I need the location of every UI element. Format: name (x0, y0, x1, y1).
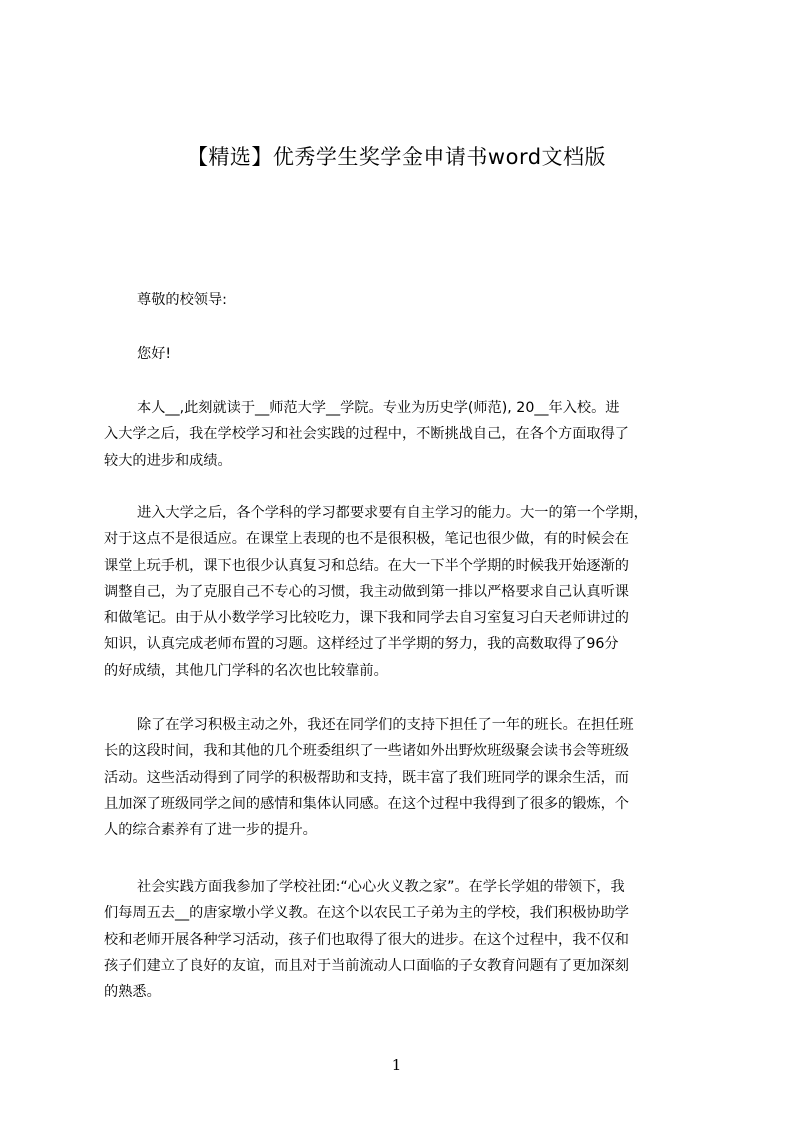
paragraph-line: 的熟悉。 (104, 984, 161, 1001)
paragraph-line: 们每周五去__的唐家墩小学义教。在这个以农民工子弟为主的学校，我们积极协助学 (104, 905, 629, 922)
paragraph-line: 长的这段时间，我和其他的几个班委组织了一些诸如外出野炊班级聚会读书会等班级 (104, 743, 629, 760)
paragraph-line: 较大的进步和成绩。 (104, 452, 232, 469)
paragraph-line: 校和老师开展各种学习活动，孩子们也取得了很大的进步。在这个过程中，我不仅和 (104, 931, 629, 948)
paragraph-2 (104, 500, 700, 684)
paragraph-line: 进入大学之后，各个学科的学习都要求要有自主学习的能力。大一的第一个学期， (137, 505, 648, 521)
paragraph-line: 调整自己，为了克服自己不专心的习惯，我主动做到第一排以严格要求自己认真听课 (104, 583, 629, 600)
paragraph-line: 活动。这些活动得到了同学的积极帮助和支持，既丰富了我们班同学的课余生活，而 (104, 769, 629, 786)
paragraph-4 (104, 874, 700, 1005)
paragraph-line: 本人__,此刻就读于__师范大学__学院。专业为历史学(师范), 20__年入校。进 (137, 400, 620, 416)
paragraph-line: 社会实践方面我参加了学校社团:“心心火义教之家”。在学长学姐的带领下，我 (137, 879, 625, 895)
paragraph-1 (104, 395, 700, 474)
document-title: 【精选】优秀学生奖学金申请书word文档版 (186, 145, 607, 169)
paragraph-line: 和做笔记。由于从小数学学习比较吃力，课下我和同学去自习室复习白天老师讲过的 (104, 610, 629, 627)
paragraph-line: 人的综合素养有了进一步的提升。 (104, 822, 317, 839)
greeting (104, 341, 700, 367)
paragraph-line: 的好成绩，其他几门学科的名次也比较靠前。 (104, 662, 388, 679)
paragraph-line: 除了在学习积极主动之外，我还在同学们的支持下担任了一年的班长。在担任班 (137, 717, 634, 733)
page-number: 1 (391, 1056, 402, 1074)
paragraph-line: 知识，认真完成老师布置的习题。这样经过了半学期的努力，我的高数取得了96分 (104, 636, 619, 653)
paragraph-line: 课堂上玩手机，课下也很少认真复习和总结。在大一下半个学期的时候我开始逐渐的 (104, 557, 629, 574)
paragraph-line: 对于这点不是很适应。在课堂上表现的也不是很积极，笔记也很少做，有的时候会在 (104, 531, 629, 548)
paragraph-line: 孩子们建立了良好的友谊，而且对于当前流动人口面临的子女教育问题有了更加深刻 (104, 957, 629, 974)
salutation-text: 尊敬的校领导: (137, 292, 227, 308)
paragraph-line: 入大学之后，我在学校学习和社会实践的过程中，不断挑战自己，在各个方面取得了 (104, 426, 629, 443)
greeting-text: 您好! (137, 346, 172, 362)
salutation (104, 287, 700, 313)
paragraph-3 (104, 712, 700, 843)
paragraph-line: 且加深了班级同学之间的感情和集体认同感。在这个过程中我得到了很多的锻炼，个 (104, 795, 629, 812)
